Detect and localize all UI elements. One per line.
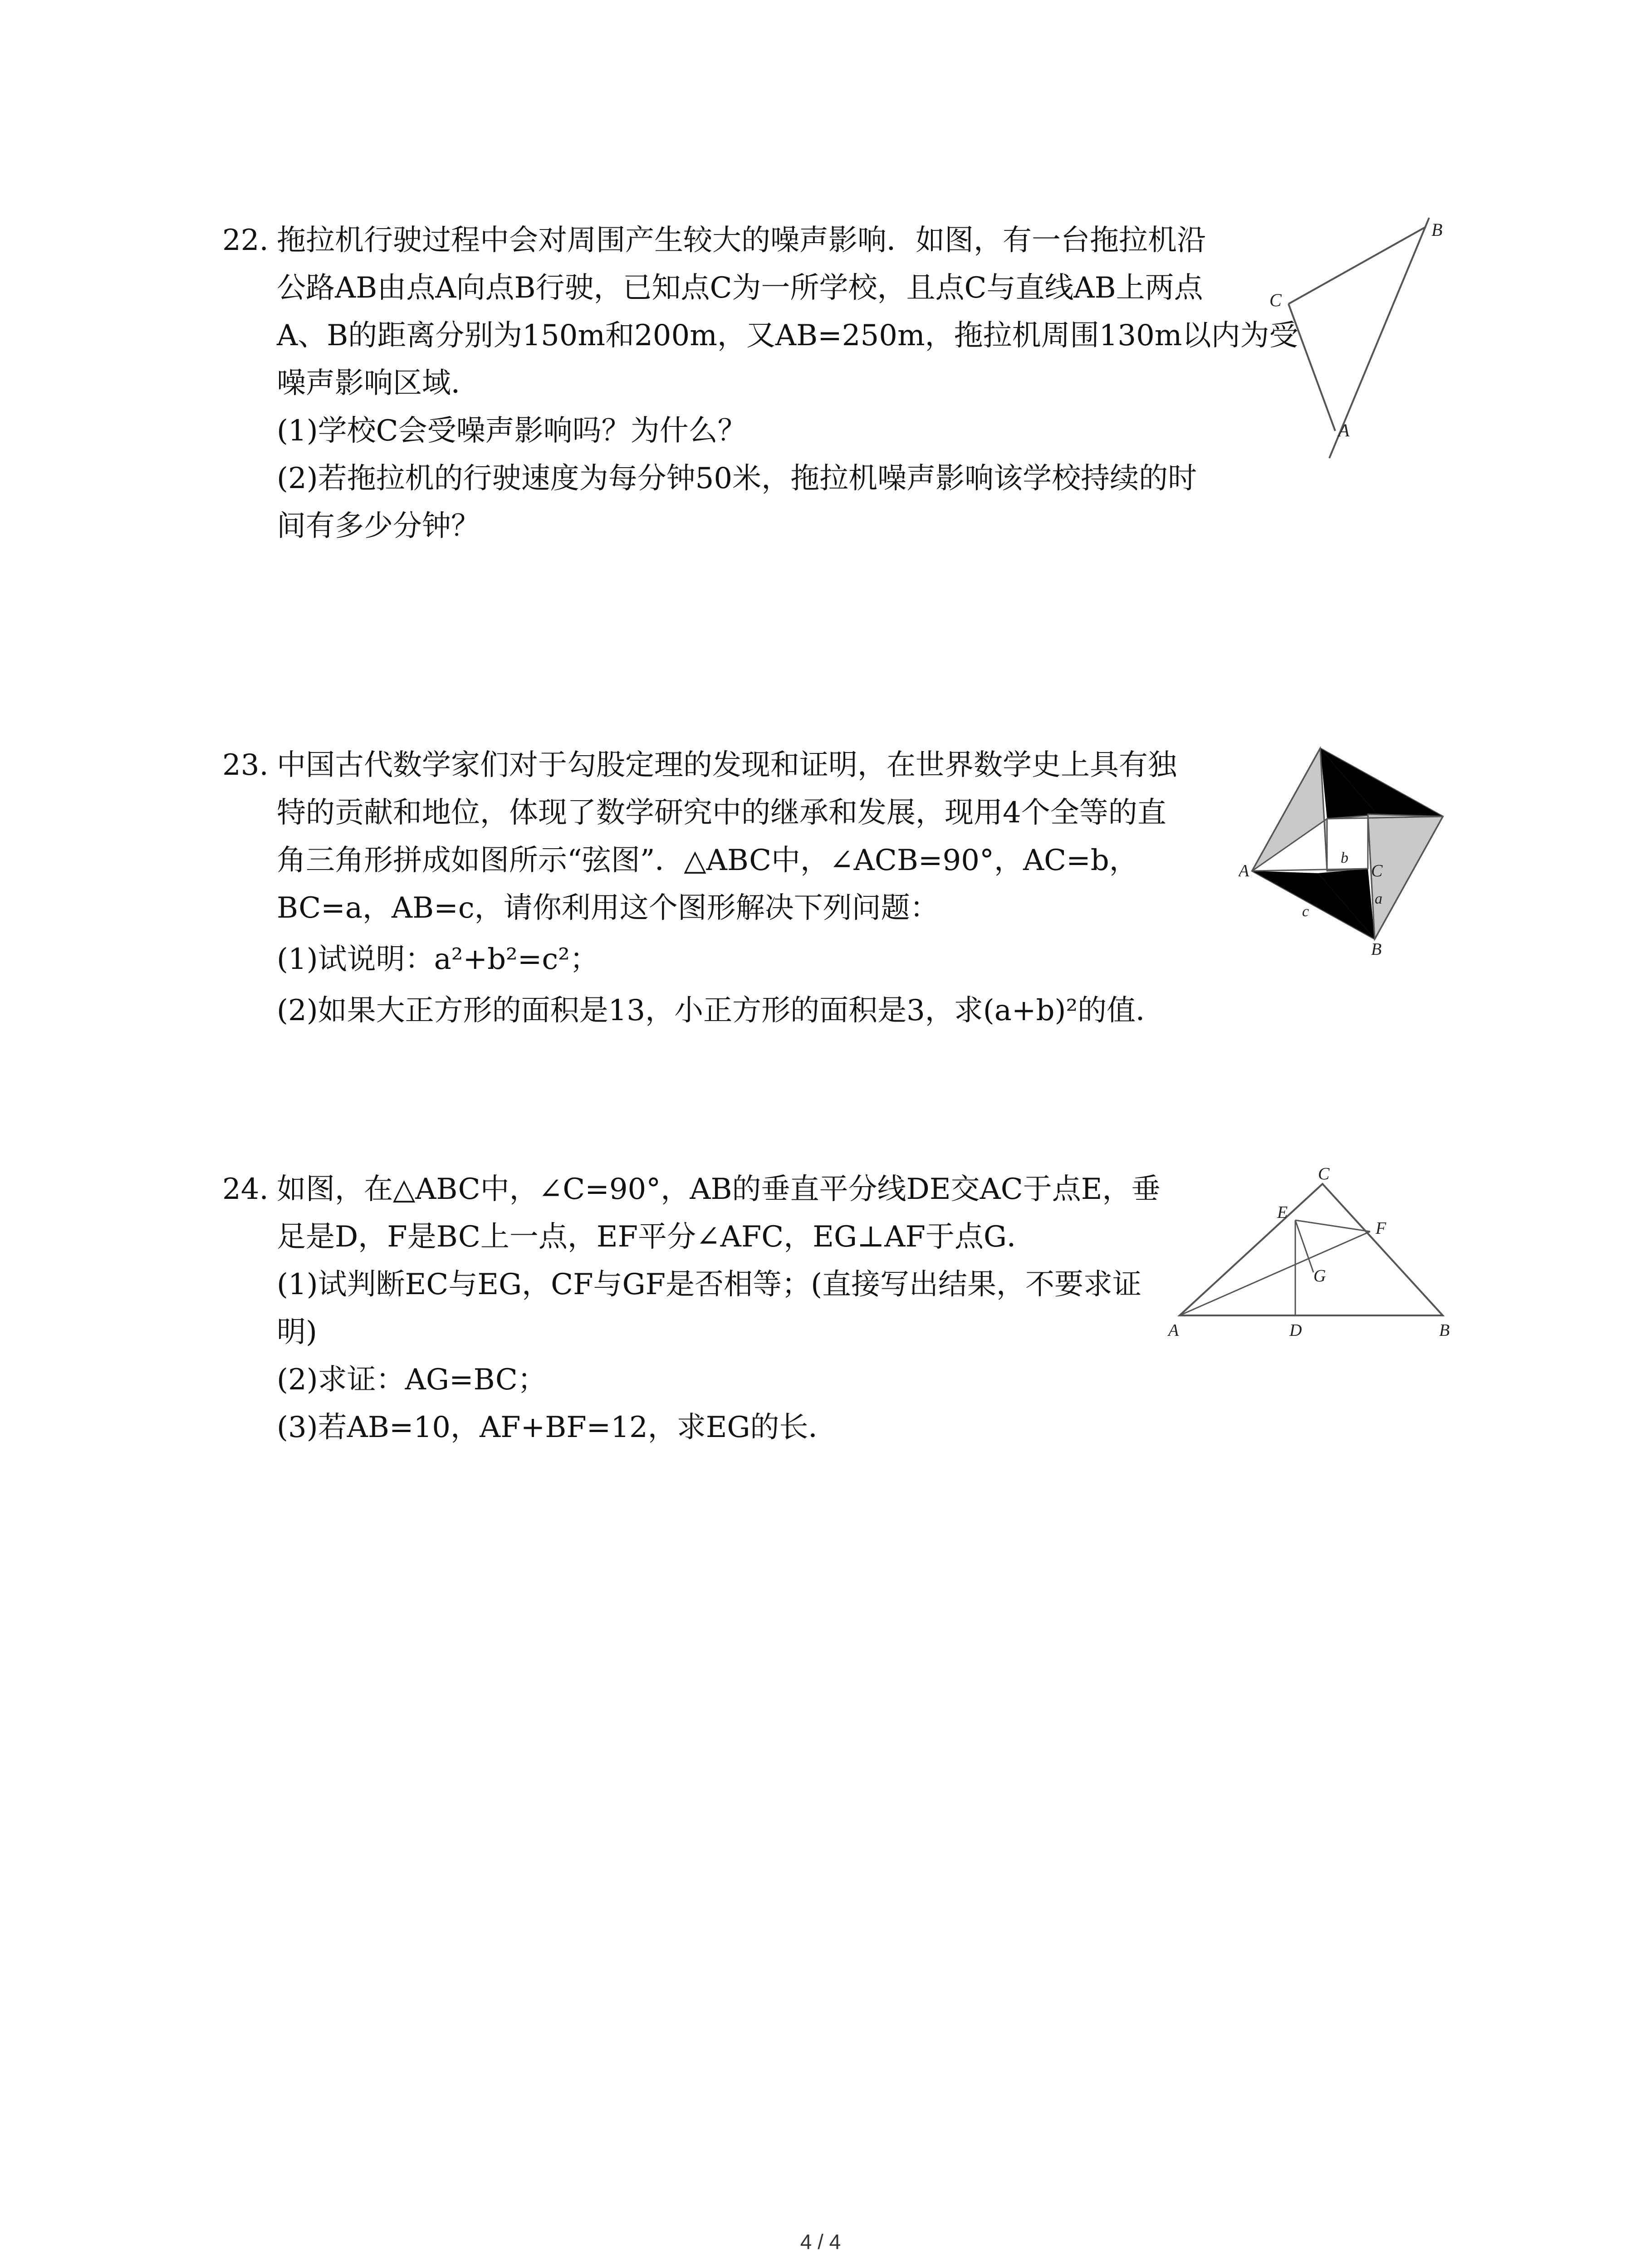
problem-number: 22.: [222, 224, 269, 257]
problem-22-line-2: 公路AB由点A向点B行驶，已知点C为一所学校，且点C与直线AB上两点: [277, 271, 1203, 305]
problem-24-sub-1: (1)试判断EC与EG，CF与GF是否相等；(直接写出结果，不要求证: [277, 1268, 1142, 1301]
label-b-side: b: [1341, 850, 1348, 866]
problem-24-sub-3: (2)求证：AG=BC；: [277, 1363, 547, 1397]
label-e: E: [1277, 1203, 1288, 1222]
label-c-side: c: [1302, 903, 1309, 920]
label-a-point: A: [1239, 861, 1249, 880]
problem-number: 23.: [222, 748, 269, 782]
label-a-side: a: [1375, 890, 1382, 907]
label-d: D: [1289, 1321, 1302, 1340]
label-c: C: [1318, 1164, 1330, 1183]
problem-23-sub-1: (1)试说明：a²+b²=c²；: [277, 943, 599, 976]
page-number: 4 / 4: [800, 2230, 841, 2253]
problem-22-sub-3: 间有多少分钟？: [277, 509, 480, 543]
label-c: C: [1269, 290, 1282, 310]
problem-24-line-2: 足是D，F是BC上一点，EF平分∠AFC，EG⊥AF于点G．: [277, 1220, 1036, 1254]
problem-24-sub-4: (3)若AB=10，AF+BF=12，求EG的长．: [277, 1411, 838, 1444]
problem-23-sub-2: (2)如果大正方形的面积是13，小正方形的面积是3，求(a+b)²的值．: [277, 994, 1165, 1027]
problem-24: [222, 1166, 1257, 1452]
problem-23-line-2: 特的贡献和地位，体现了数学研究中的继承和发展，现用4个全等的直: [277, 796, 1166, 830]
figure-24-triangle: [1161, 1161, 1461, 1352]
problem-22-sub-2: (2)若拖拉机的行驶速度为每分钟50米，拖拉机噪声影响该学校持续的时: [277, 462, 1197, 495]
label-c-point: C: [1371, 861, 1383, 880]
label-b: B: [1439, 1321, 1450, 1340]
problem-22: [222, 217, 1298, 550]
problem-23-line-3: 角三角形拼成如图所示“弦图”．△ABC中，∠ACB=90°，AC=b，: [277, 844, 1138, 877]
problem-22-line-4: 噪声影响区域．: [277, 367, 480, 400]
label-a: A: [1168, 1321, 1179, 1340]
problem-22-sub-1: (1)学校C会受噪声影响吗？为什么？: [277, 414, 747, 448]
label-a: A: [1338, 420, 1350, 440]
label-g: G: [1313, 1266, 1326, 1286]
label-f: F: [1376, 1219, 1386, 1238]
figure-22-triangle: [1261, 213, 1461, 467]
problem-22-line-3: A、B的距离分别为150m和200m，又AB=250m，拖拉机周围130m以内为受: [277, 319, 1298, 352]
problem-24-line-1: 24. 如图，在△ABC中，∠C=90°，AB的垂直平分线DE交AC于点E，垂: [222, 1166, 1257, 1213]
label-b-point: B: [1371, 940, 1382, 957]
problem-24-sub-2: 明): [277, 1315, 317, 1349]
problem-23: [222, 742, 1257, 1035]
problem-22-line-1: 22. 拖拉机行驶过程中会对周围产生较大的噪声影响．如图，有一台拖拉机沿: [222, 217, 1257, 264]
problem-number: 24.: [222, 1173, 269, 1206]
problem-23-line-4: BC=a，AB=c，请你利用这个图形解决下列问题：: [277, 891, 939, 925]
figure-23-string-diagram: [1239, 744, 1456, 957]
label-b: B: [1431, 220, 1443, 240]
problem-23-line-1: 23. 中国古代数学家们对于勾股定理的发现和证明，在世界数学史上具有独: [222, 742, 1257, 789]
